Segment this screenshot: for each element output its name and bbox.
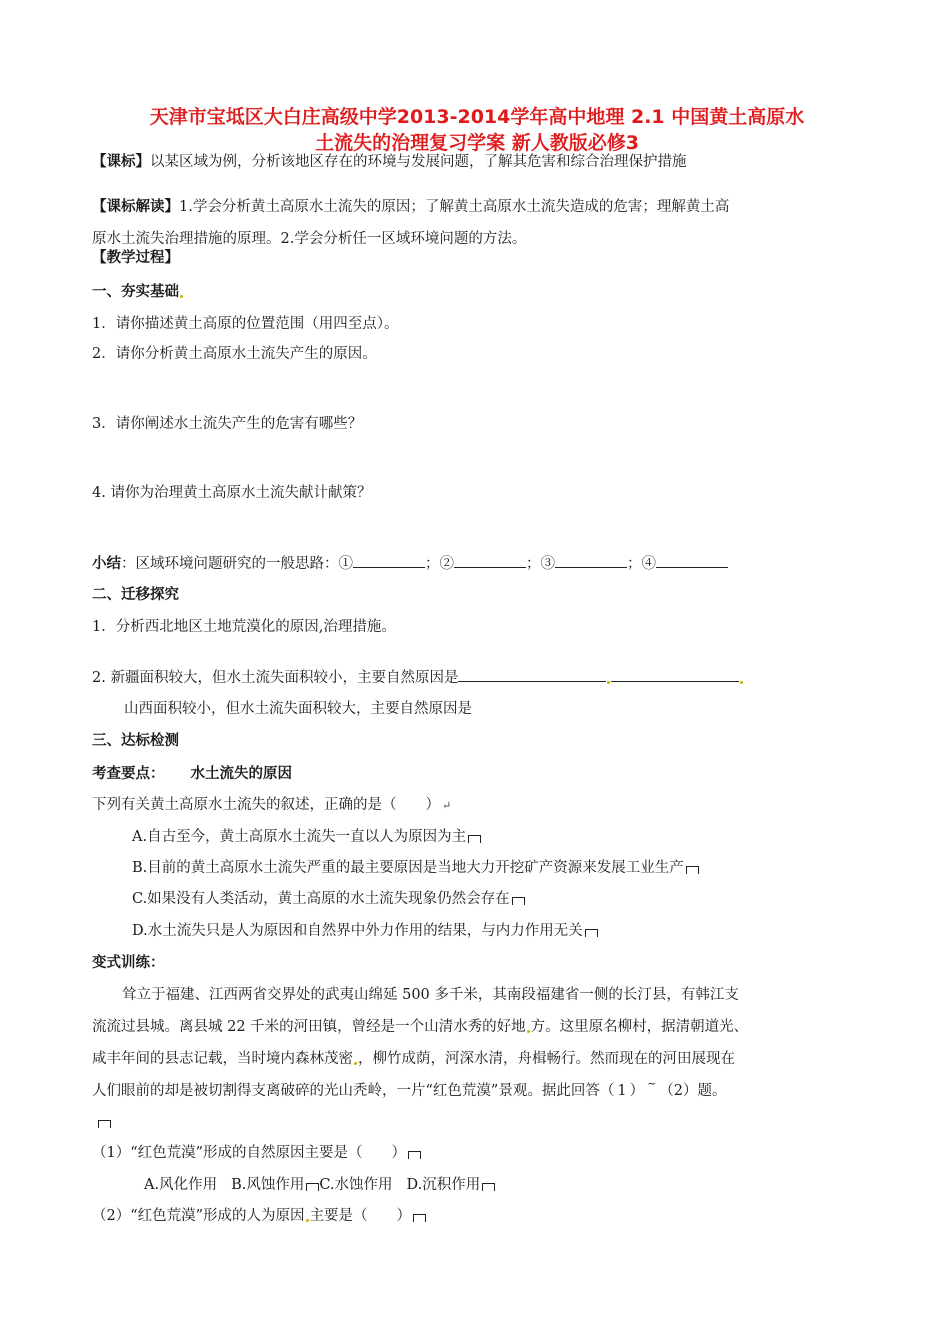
question-stem <box>92 795 451 816</box>
summary-circled-4: ④ <box>641 556 656 572</box>
exam-point-text: 水土流失的原因 <box>190 766 292 782</box>
summary-separator-1: ； <box>425 556 440 572</box>
paragraph-mark-icon <box>408 1151 421 1159</box>
paragraph-mark-icon <box>413 1214 426 1222</box>
section-2-question-2-text: 2. 新疆面积较大，但水土流失面积较小，主要自然原因是 <box>92 670 459 686</box>
paragraph-mark-icon <box>482 1183 495 1191</box>
option-a-text: A.自古至今，黄土高原水土流失一直以人为原因为主 <box>132 829 467 845</box>
passage-line-3-part-1: 咸丰年间的县志记载，当时境内森林茂密 <box>92 1051 353 1067</box>
section-1-question-4: 4. 请你为治理黄土高原水土流失献计献策？ <box>92 485 372 501</box>
paragraph-mark-icon <box>512 897 525 905</box>
marker-dot <box>607 681 610 684</box>
marker-dot <box>527 1030 530 1033</box>
summary-separator-3: ； <box>627 556 642 572</box>
paragraph-mark-icon <box>306 1183 319 1191</box>
curriculum-standard <box>92 152 687 172</box>
standard-interpretation-line-2: 原水土流失治理措施的原理。2.学会分析任一区域环境问题的方法。 <box>92 231 527 247</box>
document-title-line-2: 土流失的治理复习学案 新人教版必修3 <box>315 132 639 154</box>
section-1-summary <box>92 553 728 574</box>
section-1-question-2: 2．请你分析黄土高原水土流失产生的原因。 <box>92 346 377 362</box>
answer-blank-1[interactable] <box>458 667 606 682</box>
paragraph-mark-icon <box>468 835 481 843</box>
paragraph-mark-icon <box>686 866 699 874</box>
variant-question-2-part-1: （2）“红色荒漠”形成的人为原因 <box>92 1208 305 1224</box>
marker-dot <box>180 295 183 298</box>
passage-line-4-part-2: ） <box>629 1083 645 1099</box>
section-1-question-3: 3．请你阐述水土流失产生的危害有哪些？ <box>92 416 363 432</box>
section-2-question-2-second-line: 山西面积较小，但水土流失面积较大，主要自然原因是 <box>124 701 472 717</box>
passage-line-4-part-1: 人们眼前的却是被切割得支离破碎的光山秃岭，一片“红色荒漠”景观。据此回答（ <box>92 1083 615 1099</box>
option-b-text: B.目前的黄土高原水土流失严重的最主要原因是当地大力开挖矿产资源来发展工业生产 <box>132 860 684 876</box>
curriculum-standard-label: 【课标】 <box>92 154 150 170</box>
variant-question-1 <box>92 1143 421 1163</box>
marker-dot <box>354 1062 357 1065</box>
section-3-heading: 三、达标检测 <box>92 733 179 749</box>
section-2-question-1: 1．分析西北地区土地荒漠化的原因,治理措施。 <box>92 619 396 635</box>
standard-interpretation-text-1: 1.学会分析黄土高原水土流失的原因；了解黄土高原水土流失造成的危害；理解黄土高 <box>179 199 730 215</box>
passage-line-3-part-2: ，柳竹成荫，河深水清，舟楫畅行。然而现在的河田展现在 <box>358 1051 735 1067</box>
passage-line-4-part-3: （2）题。 <box>659 1083 727 1099</box>
option-c-text: C.如果没有人类活动，黄土高原的水土流失现象仍然会存在 <box>132 891 510 907</box>
summary-circled-1: ① <box>338 556 353 572</box>
paragraph-mark-icon <box>585 929 598 937</box>
section-1-heading-text: 一、夯实基础 <box>92 284 179 300</box>
variant-question-1-options <box>144 1175 495 1195</box>
curriculum-standard-text: 以某区域为例，分析该地区存在的环境与发展问题，了解其危害和综合治理保护措施 <box>150 154 687 170</box>
summary-text: ：区域环境问题研究的一般思路： <box>121 556 339 572</box>
standard-interpretation-label: 【课标解读】 <box>92 199 179 215</box>
section-2-heading: 二、迁移探究 <box>92 587 179 603</box>
passage-line-2-part-2: 方。这里原名柳村，据清朝道光、 <box>530 1019 749 1035</box>
option-d[interactable] <box>132 921 598 941</box>
paragraph-mark-icon <box>98 1120 111 1128</box>
section-2-question-2 <box>92 667 744 688</box>
summary-circled-3: ③ <box>540 556 555 572</box>
passage-line-2 <box>92 1017 748 1037</box>
paragraph-mark-icon: ↵ <box>442 799 452 812</box>
section-1-heading <box>92 282 184 302</box>
option-a[interactable] <box>132 827 481 847</box>
option-d-text: D.水土流失只是人为原因和自然界中外力作用的结果，与内力作用无关 <box>132 923 583 939</box>
summary-blank-4[interactable] <box>656 553 728 568</box>
passage-line-4 <box>92 1077 727 1102</box>
standard-interpretation-line-1 <box>92 197 729 217</box>
teaching-process-heading: 【教学过程】 <box>92 250 179 266</box>
summary-separator-2: ； <box>526 556 541 572</box>
summary-label: 小结 <box>92 556 121 572</box>
option-c[interactable] <box>132 889 525 909</box>
variant-q1-option-c[interactable]: C.水蚀作用 <box>319 1177 393 1193</box>
question-range-start: 1 <box>617 1083 627 1099</box>
question-stem-text: 下列有关黄土高原水土流失的叙述，正确的是（ ） <box>92 797 440 813</box>
variant-question-2 <box>92 1206 426 1226</box>
summary-circled-2: ② <box>439 556 454 572</box>
passage-line-1: 耸立于福建、江西两省交界处的武夷山绵延 500 多千米，其南段福建省一侧的长汀县，有韩江支 <box>122 987 739 1003</box>
exam-point-label: 考查要点： <box>92 766 165 782</box>
tilde-mark: ~ <box>647 1077 657 1090</box>
variant-q1-option-d[interactable]: D.沉积作用 <box>406 1177 481 1193</box>
marker-dot <box>306 1219 309 1222</box>
variant-question-2-part-2: 主要是（ ） <box>309 1208 412 1224</box>
option-b[interactable] <box>132 858 699 878</box>
marker-dot <box>740 681 743 684</box>
variant-q1-option-a[interactable]: A.风化作用 <box>144 1177 218 1193</box>
document-title-line-1: 天津市宝坻区大白庄高级中学2013-2014学年高中地理 2.1 中国黄土高原水 <box>149 106 805 128</box>
variant-training-heading: 变式训练： <box>92 955 165 971</box>
variant-question-1-text: （1）“红色荒漠”形成的自然原因主要是（ ） <box>92 1145 407 1161</box>
summary-blank-3[interactable] <box>555 553 627 568</box>
variant-q1-option-b[interactable]: B.风蚀作用 <box>231 1177 305 1193</box>
exam-point <box>92 764 292 784</box>
passage-line-2-part-1: 流流过县城。离县城 22 千米的河田镇，曾经是一个山清水秀的好地 <box>92 1019 526 1035</box>
passage-line-3 <box>92 1049 735 1069</box>
summary-blank-1[interactable] <box>353 553 425 568</box>
section-1-question-1: 1．请你描述黄土高原的位置范围（用四至点）。 <box>92 316 399 332</box>
summary-blank-2[interactable] <box>454 553 526 568</box>
paragraph-mark-line <box>96 1112 111 1132</box>
answer-blank-2[interactable] <box>611 667 739 682</box>
